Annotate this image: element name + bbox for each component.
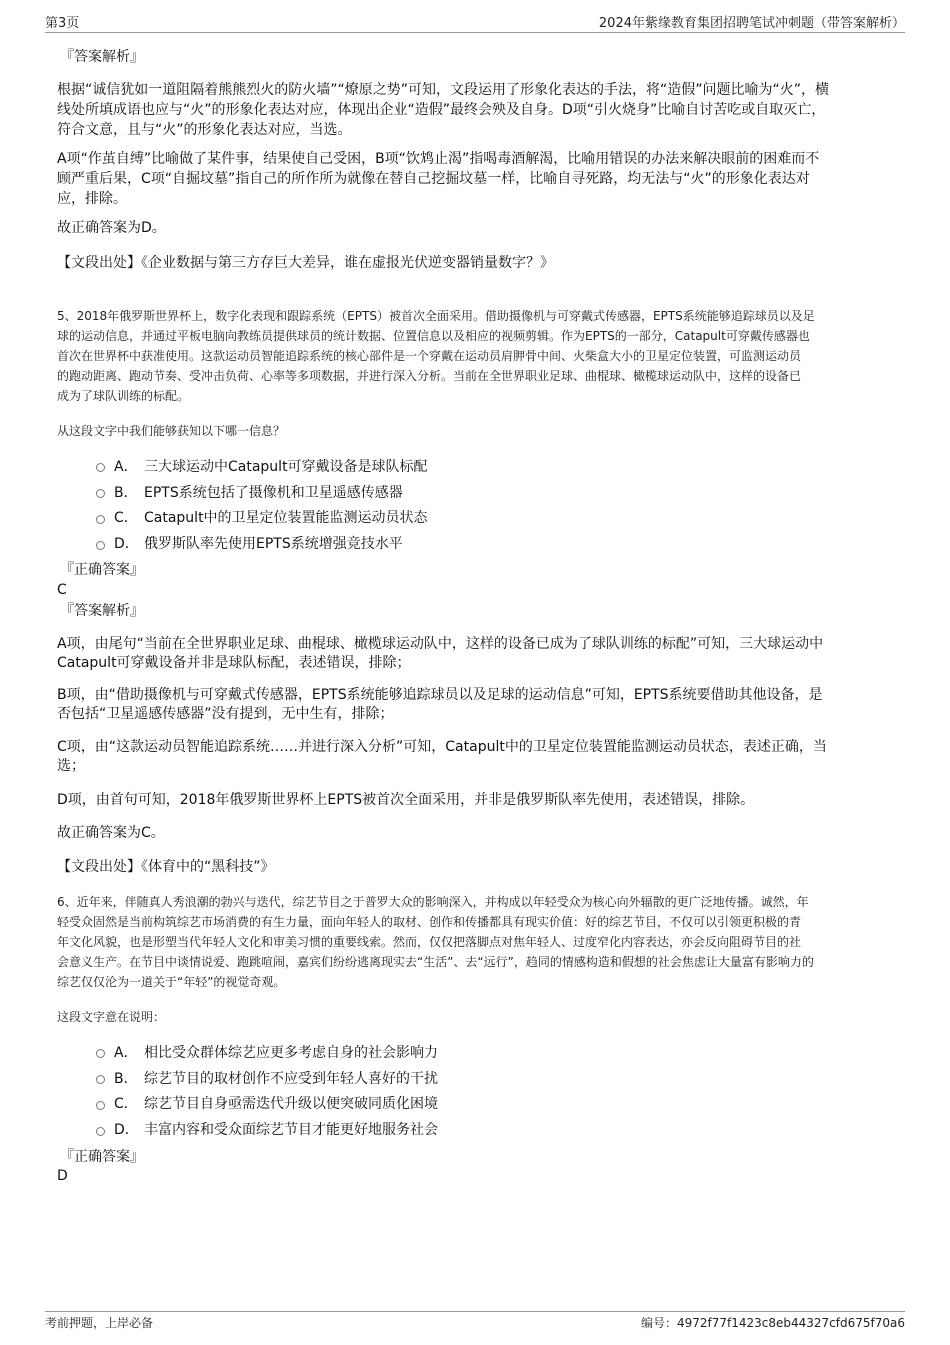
option-text: 综艺节目自身亟需迭代升级以便突破同质化困境 bbox=[144, 1096, 438, 1113]
option-letter: C． bbox=[114, 1096, 138, 1113]
option-b[interactable] bbox=[96, 479, 428, 505]
source: 【文段出处】《体育中的“黑科技”》 bbox=[57, 859, 275, 875]
option-c[interactable] bbox=[96, 1091, 438, 1117]
text-line: 首次在世界杯中获准使用。这款运动员智能追踪系统的核心部件是一个穿戴在运动员肩胛骨中间、火柴盒大小的卫星定位装置，可监测运动员 bbox=[57, 349, 802, 363]
option-text: Catapult中的卫星定位装置能监测运动员状态 bbox=[144, 510, 428, 527]
page-number: 第3页 bbox=[45, 16, 80, 31]
option-d[interactable] bbox=[96, 1116, 438, 1142]
option-text: 丰富内容和受众面综艺节目才能更好地服务社会 bbox=[144, 1122, 438, 1139]
footer-slogan: 考前押题，上岸必备 bbox=[45, 1316, 154, 1330]
correct-answer-label: 『正确答案』 bbox=[60, 1149, 144, 1165]
text-line: 根据“诚信犹如一道阻隔着熊熊烈火的防火墙”“燎原之势”可知，文段运用了形象化表达的手法，将“造假”问题比喻为“火”，横 bbox=[57, 82, 830, 98]
option-a[interactable] bbox=[96, 453, 428, 479]
radio-icon[interactable] bbox=[96, 541, 105, 550]
text-line: 顾严重后果，C项“自掘坟墓”指自己的所作所为就像在替自己挖掘坟墓一样，比喻自寻死路，均无法与“火”的形象化表达对 bbox=[57, 171, 810, 187]
radio-icon[interactable] bbox=[96, 463, 105, 472]
option-letter: A． bbox=[114, 1044, 138, 1061]
radio-icon[interactable] bbox=[96, 1101, 105, 1110]
question-passage bbox=[57, 306, 887, 406]
text-line: 应，排除。 bbox=[57, 191, 127, 207]
radio-icon[interactable] bbox=[96, 1127, 105, 1136]
text-line: 的跑动距离、跑动节奏、受冲击负荷、心率等多项数据，并进行深入分析。当前在全世界职业足球、曲棍球、橄榄球运动队中，这样的设备已 bbox=[57, 369, 802, 383]
analysis-a bbox=[57, 635, 887, 673]
text-line: 选； bbox=[57, 758, 85, 774]
option-text: EPTS系统包括了摄像机和卫星遥感传感器 bbox=[144, 484, 403, 501]
analysis-paragraph bbox=[57, 80, 887, 140]
option-letter: D． bbox=[114, 536, 139, 553]
correct-answer: C bbox=[57, 582, 67, 598]
radio-icon[interactable] bbox=[96, 515, 105, 524]
source: 【文段出处】《企业数据与第三方存巨大差异，谁在虚报光伏逆变器销量数字？》 bbox=[57, 255, 554, 271]
option-letter: C． bbox=[114, 510, 138, 527]
text-line: A项“作茧自缚”比喻做了某件事，结果使自己受困，B项“饮鸩止渴”指喝毒酒解渴，比喻用错误的办法来解决眼前的困难而不 bbox=[57, 151, 820, 167]
option-text: 俄罗斯队率先使用EPTS系统增强竞技水平 bbox=[144, 536, 403, 553]
text-line: 线处所填成语也应与“火”的形象化表达对应，体现出企业“造假”最终会殃及自身。D项“引火烧身”比喻自讨苦吃或自取灭亡， bbox=[57, 102, 826, 118]
option-a[interactable] bbox=[96, 1039, 438, 1065]
option-letter: D． bbox=[114, 1122, 139, 1139]
text-line: C项，由“这款运动员智能追踪系统……并进行深入分析”可知，Catapult中的卫星定位装置能监测运动员状态，表述正确，当 bbox=[57, 739, 827, 755]
text-line: 球的运动信息，并通过平板电脑向教练员提供球员的统计数据、位置信息以及相应的视频剪辑。作为EPTS的一部分，Catapult可穿戴传感器也 bbox=[57, 329, 810, 343]
options-list bbox=[96, 453, 428, 556]
radio-icon[interactable] bbox=[96, 489, 105, 498]
text-line: 成为了球队训练的标配。 bbox=[57, 389, 190, 403]
question-passage bbox=[57, 892, 887, 992]
analysis-label: 『答案解析』 bbox=[60, 603, 144, 619]
correct-answer: D bbox=[57, 1168, 68, 1184]
text-line: B项，由“借助摄像机与可穿戴式传感器，EPTS系统能够追踪球员以及足球的运动信息”可知，EPTS系统要借助其他设备，是 bbox=[57, 687, 823, 703]
option-letter: A． bbox=[114, 458, 138, 475]
option-text: 相比受众群体综艺应更多考虑自身的社会影响力 bbox=[144, 1044, 438, 1061]
conclusion: 故正确答案为C。 bbox=[57, 825, 165, 841]
text-line: 否包括“卫星遥感传感器”没有提到，无中生有，排除； bbox=[57, 706, 394, 722]
conclusion: 故正确答案为D。 bbox=[57, 220, 166, 236]
question-prompt: 从这段文字中我们能够获知以下哪一信息？ bbox=[57, 424, 286, 438]
text-line: 符合文意，且与“火”的形象化表达对应，当选。 bbox=[57, 122, 352, 138]
radio-icon[interactable] bbox=[96, 1075, 105, 1084]
options-list bbox=[96, 1039, 438, 1142]
text-line: 综艺仅仅沦为一道关于“年轻”的视觉奇观。 bbox=[57, 975, 286, 989]
text-line: A项，由尾句“当前在全世界职业足球、曲棍球、橄榄球运动队中，这样的设备已成为了球队训练的标配”可知，三大球运动中 bbox=[57, 636, 824, 652]
document-id: 编号：4972f77f1423c8eb44327cfd675f70a6 bbox=[640, 1316, 905, 1330]
option-text: 综艺节目的取材创作不应受到年轻人喜好的干扰 bbox=[144, 1070, 438, 1087]
option-d[interactable] bbox=[96, 530, 428, 556]
question-prompt: 这段文字意在说明： bbox=[57, 1010, 166, 1024]
header-divider bbox=[45, 32, 905, 33]
option-c[interactable] bbox=[96, 505, 428, 531]
text-line: 5、2018年俄罗斯世界杯上，数字化表现和跟踪系统（EPTS）被首次全面采用。借助摄像机与可穿戴式传感器，EPTS系统能够追踪球员以及足 bbox=[57, 309, 815, 323]
radio-icon[interactable] bbox=[96, 1049, 105, 1058]
document-title: 2024年紫缘教育集团招聘笔试冲刺题（带答案解析） bbox=[598, 16, 905, 31]
text-line: 轻受众固然是当前构筑综艺市场消费的有生力量，面向年轻人的取材、创作和传播都具有现实价值：好的综艺节目，不仅可以引领更积极的青 bbox=[57, 915, 802, 929]
option-b[interactable] bbox=[96, 1065, 438, 1091]
text-line: Catapult可穿戴设备并非是球队标配，表述错误，排除； bbox=[57, 655, 411, 671]
text-line: 6、近年来，伴随真人秀浪潮的勃兴与迭代，综艺节目之于普罗大众的影响深入，并构成以年轻受众为核心向外辐散的更广泛地传播。诚然，年 bbox=[57, 895, 809, 909]
option-letter: B． bbox=[114, 484, 138, 501]
option-text: 三大球运动中Catapult可穿戴设备是球队标配 bbox=[144, 458, 428, 475]
analysis-c bbox=[57, 738, 887, 776]
option-letter: B． bbox=[114, 1070, 138, 1087]
correct-answer-label: 『正确答案』 bbox=[60, 562, 144, 578]
text-line: D项，由首句可知，2018年俄罗斯世界杯上EPTS被首次全面采用，并非是俄罗斯队率先使用，表述错误，排除。 bbox=[57, 792, 755, 808]
analysis-label: 『答案解析』 bbox=[60, 49, 144, 65]
analysis-b bbox=[57, 686, 887, 724]
analysis-paragraph bbox=[57, 149, 887, 209]
text-line: 会意义生产。在节目中谈情说爱、跑跳喧闹，嘉宾们纷纷逃离现实去“生活”、去“远行”，趋同的情感构造和假想的社会焦虑让大量富有影响力的 bbox=[57, 955, 814, 969]
footer-divider bbox=[45, 1311, 905, 1312]
text-line: 年文化风貌，也是形塑当代年轻人文化和审美习惯的重要线索。然而，仅仅把落脚点对焦年轻人、过度窄化内容表达，亦会反向阻碍节目的社 bbox=[57, 935, 802, 949]
analysis-d bbox=[57, 790, 887, 810]
